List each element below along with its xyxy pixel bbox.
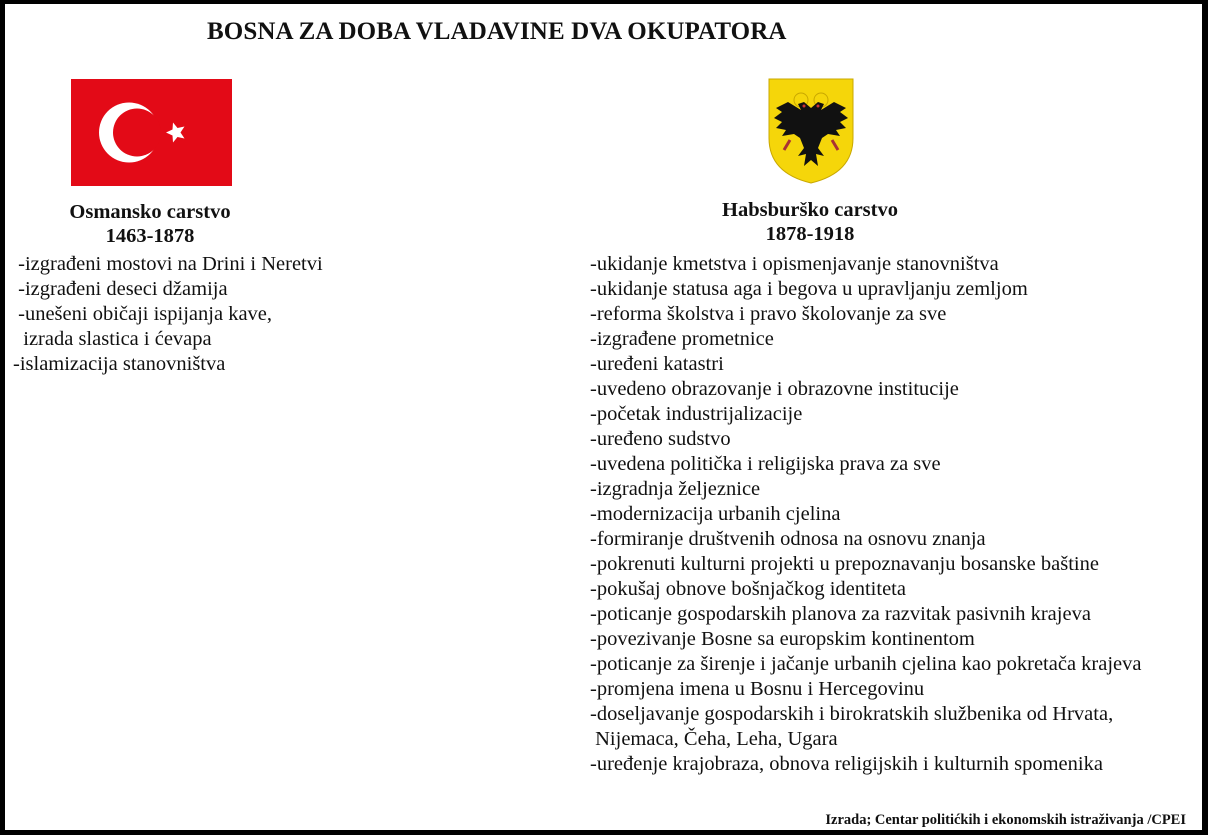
list-item: -promjena imena u Bosnu i Hercegovinu — [590, 678, 925, 700]
list-item: -pokrenuti kulturni projekti u prepoznavanju bosanske baštine — [590, 553, 1099, 575]
ottoman-list — [13, 252, 323, 377]
list-item: -izgrađene prometnice — [590, 328, 774, 350]
list-item: -islamizacija stanovništva — [13, 353, 226, 375]
ottoman-flag — [71, 79, 232, 186]
list-item: -početak industrijalizacije — [590, 403, 803, 425]
list-item: -uvedena politička i religijska prava za sve — [590, 453, 941, 475]
list-item: -doseljavanje gospodarskih i birokratskih službenika od Hrvata, — [590, 703, 1114, 725]
list-item: Nijemaca, Čeha, Leha, Ugara — [590, 728, 838, 750]
list-item: -povezivanje Bosne sa europskim kontinentom — [590, 628, 975, 650]
list-item: -uređeni katastri — [590, 353, 724, 375]
list-item: -ukidanje statusa aga i begova u upravljanju zemljom — [590, 278, 1028, 300]
ottoman-heading — [55, 200, 245, 248]
ottoman-name: Osmansko carstvo — [69, 201, 231, 223]
habsburg-name: Habsburško carstvo — [722, 199, 898, 221]
document-page — [5, 4, 1202, 830]
list-item: -poticanje gospodarskih planova za razvitak pasivnih krajeva — [590, 603, 1091, 625]
list-item: -uvedeno obrazovanje i obrazovne institucije — [590, 378, 959, 400]
list-item: -pokušaj obnove bošnjačkog identiteta — [590, 578, 906, 600]
list-item: -uređenje krajobraza, obnova religijskih i kulturnih spomenika — [590, 753, 1103, 775]
list-item: -unešeni običaji ispijanja kave, — [13, 303, 273, 325]
list-item: -ukidanje kmetstva i opismenjavanje stanovništva — [590, 253, 999, 275]
list-item: -formiranje društvenih odnosa na osnovu znanja — [590, 528, 986, 550]
list-item: -izgrađeni deseci džamija — [13, 278, 228, 300]
crescent-star-icon — [71, 79, 232, 186]
list-item: -poticanje za širenje i jačanje urbanih cjelina kao pokretača krajeva — [590, 653, 1142, 675]
double-headed-eagle-icon — [768, 78, 854, 184]
credit-text: Izrada; Centar politićkih i ekonomskih istraživanja /CPEI — [825, 812, 1186, 828]
list-item: -izgradnja željeznice — [590, 478, 761, 500]
ottoman-years: 1463-1878 — [105, 225, 195, 247]
habsburg-heading — [705, 198, 915, 246]
habsburg-crest — [768, 78, 854, 184]
list-item: -modernizacija urbanih cjelina — [590, 503, 841, 525]
list-item: -izgrađeni mostovi na Drini i Neretvi — [13, 253, 323, 275]
habsburg-years: 1878-1918 — [765, 223, 855, 245]
habsburg-list — [590, 252, 1142, 777]
list-item: izrada slastica i ćevapa — [13, 328, 212, 350]
list-item: -uređeno sudstvo — [590, 428, 731, 450]
page-title: BOSNA ZA DOBA VLADAVINE DVA OKUPATORA — [207, 18, 787, 45]
list-item: -reforma školstva i pravo školovanje za sve — [590, 303, 947, 325]
